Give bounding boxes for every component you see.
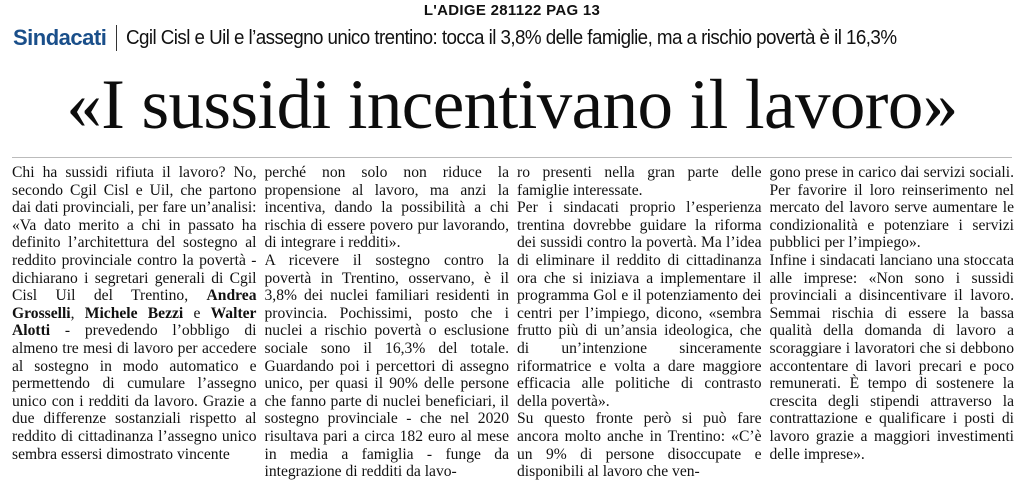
paragraph: ro presenti nella gran parte delle famiglie interessate. — [517, 164, 762, 199]
paragraph — [12, 164, 257, 463]
author-name: Michele Bezzi — [84, 304, 184, 322]
kicker-subtitle: Cgil Cisl e Uil e l’assegno unico trentino: tocca il 3,8% delle famiglie, ma a rischio povertà è il 16,3% — [126, 26, 897, 49]
text-run: e — [193, 304, 201, 322]
paragraph: Per i sindacati proprio l’esperienza trentina dovrebbe guidare la riforma dei sussidi contro la povertà. Ma l’idea di eliminare il reddito di cittadinanza ora che si iniziava a implementare il programma Gol e il potenziamento dei centri per l’impiego, dicono, «sembra frutto più di un’ansia ideologica, che di un’intenzione sinceramente riformatrice e volta a dare maggiore efficacia alle politiche di contrasto della povertà». — [517, 199, 762, 410]
paragraph: perché non solo non riduce la propensione al lavoro, ma anzi la incentiva, dando la possibilità a chi rischia di essere povero pur lavorando, di integrare i redditi». — [264, 164, 509, 252]
body-column-4 — [770, 164, 1015, 498]
kicker-divider — [116, 25, 117, 51]
text-run: - prevedendo l’obbligo di almeno tre mesi di lavoro per accedere al sostegno in modo automatico e permettendo di cumulare l’assegno unico con i redditi da lavoro. Grazie a due differenze sostanziali rispetto al reddito di cittadinanza l’assegno unico sembra essersi dimostrato vincente — [12, 322, 257, 463]
author-name: Walter Alotti — [12, 304, 257, 340]
body-column-2 — [265, 164, 510, 498]
paragraph: A ricevere il sostegno contro la povertà in Trentino, osservano, è il 3,8% dei nuclei familiari residenti in provincia. Pochissimi, posto che i nuclei a rischio povertà o esclusione sociale sono il 16,3% del totale. Guardando poi i percettori di assegno unico, per quasi il 90% delle persone che fanno parte di nuclei beneficiari, il sostegno provinciale - che nel 2020 risultava pari a circa 182 euro al mese in media a famiglia - funge da integrazione di redditi da lavo- — [264, 251, 509, 481]
paragraph: Infine i sindacati lanciano una stoccata alle imprese: «Non sono i sussidi provinciali a disincentivare il lavoro. Semmai rischia di essere la bassa qualità della domanda di lavoro a scoraggiare i lavoratori che si debbono accontentare di lavori precari e poco remunerati. È tempo di sostenere la crescita degli stipendi attraverso la contrattazione e qualificare i posti di lavoro grazie a maggiori investimenti delle imprese». — [769, 251, 1014, 463]
text-run: , — [70, 304, 75, 322]
kicker-line — [13, 25, 1013, 51]
article-body — [12, 164, 1014, 498]
headline-rule — [12, 157, 1012, 158]
paragraph: Su questo fronte però si può fare ancora molto anche in Trentino: «C’è un 9% di persone disoccupate e disponibili al lavoro che ven- — [517, 410, 762, 481]
text-run: Chi ha sussidi rifiuta il lavoro? No, secondo Cgil Cisl e Uil, che partono dai dati provinciali, per fare un’analisi: «Va dato merito a chi in passato ha definito l’architettura del sostegno al reddito provinciale contro la povertà - dichiarano i segretari generali di Cgil Cisl Uil del Trentino, — [12, 164, 257, 305]
section-label: Sindacati — [13, 25, 107, 50]
masthead: L'ADIGE 281122 PAG 13 — [423, 2, 601, 19]
body-column-1 — [12, 164, 257, 498]
body-column-3 — [517, 164, 762, 498]
author-name: Andrea Grosselli — [12, 287, 257, 322]
headline: «I sussidi incentivano il lavoro» — [66, 66, 958, 144]
paragraph: gono prese in carico dai servizi sociali. Per favorire il loro reinserimento nel mercato del lavoro serve aumentare le condizionalità e potenziare i servizi pubblici per l’impiego». — [769, 164, 1014, 252]
